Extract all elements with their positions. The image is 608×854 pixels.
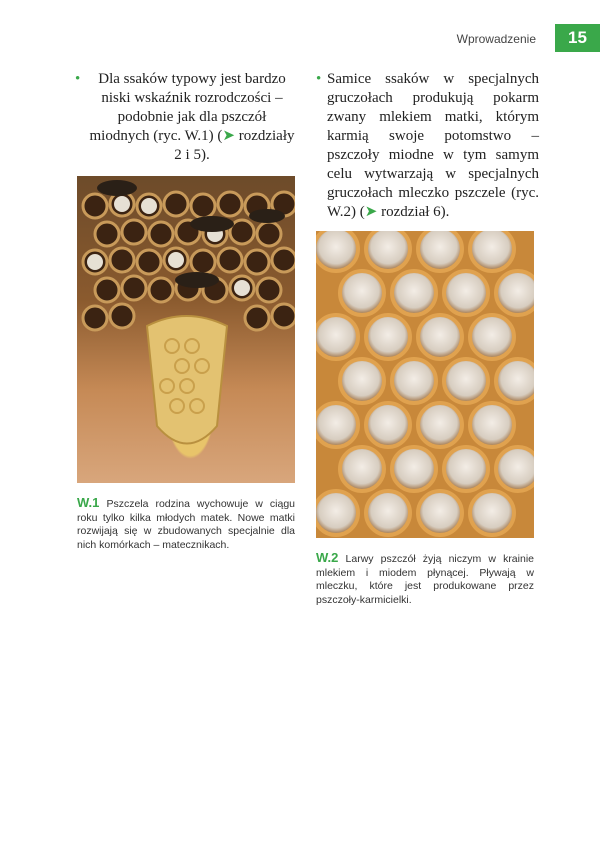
caption-text: Larwy pszczół żyją niczym w krainie mlekiem i miodem płynącej. Pływają w mleczku, które jest produkowane przez pszczoły-karmicielki. (316, 553, 534, 606)
larvae-comb-photo (316, 231, 534, 538)
figure-caption-w1 (77, 496, 295, 552)
bullet-icon: • (75, 71, 81, 87)
left-text-start: Dla ssaków typowy jest bardzo niski wskaźnik rozrodczości – podobnie jak dla pszczół miodnych (ryc. W.1) ( (89, 71, 286, 144)
figure-caption-w2 (316, 551, 534, 607)
section-title: Wprowadzenie (456, 32, 536, 46)
figure-tag: W.2 (316, 550, 339, 565)
arrow-icon: ➤ (222, 128, 235, 144)
right-text-end: rozdział 6). (377, 204, 450, 220)
arrow-icon: ➤ (364, 204, 378, 220)
page-number: 15 (555, 24, 600, 52)
bullet-icon: • (316, 71, 322, 87)
right-column-paragraph (316, 70, 539, 222)
left-text-end: rozdziały 2 i 5). (174, 128, 295, 163)
caption-text: Pszczela rodzina wychowuje w ciągu roku tylko kilka młodych matek. Nowe matki rozwijają się w zbudowanych specjalnie dla nich komórkach – matecznikach. (77, 498, 296, 551)
figure-tag: W.1 (77, 495, 100, 510)
left-column-paragraph (75, 70, 298, 165)
right-text-start: Samice ssaków w specjalnych gruczołach produkują pokarm zwany mlekiem matki, którym karmią swoje potomstwo – pszczoły miodne w tym samym celu wytwarzają w specjalnych gruczołach mleczko pszczele (ryc. W.2) ( (327, 71, 539, 220)
queen-cell-photo (77, 176, 295, 483)
